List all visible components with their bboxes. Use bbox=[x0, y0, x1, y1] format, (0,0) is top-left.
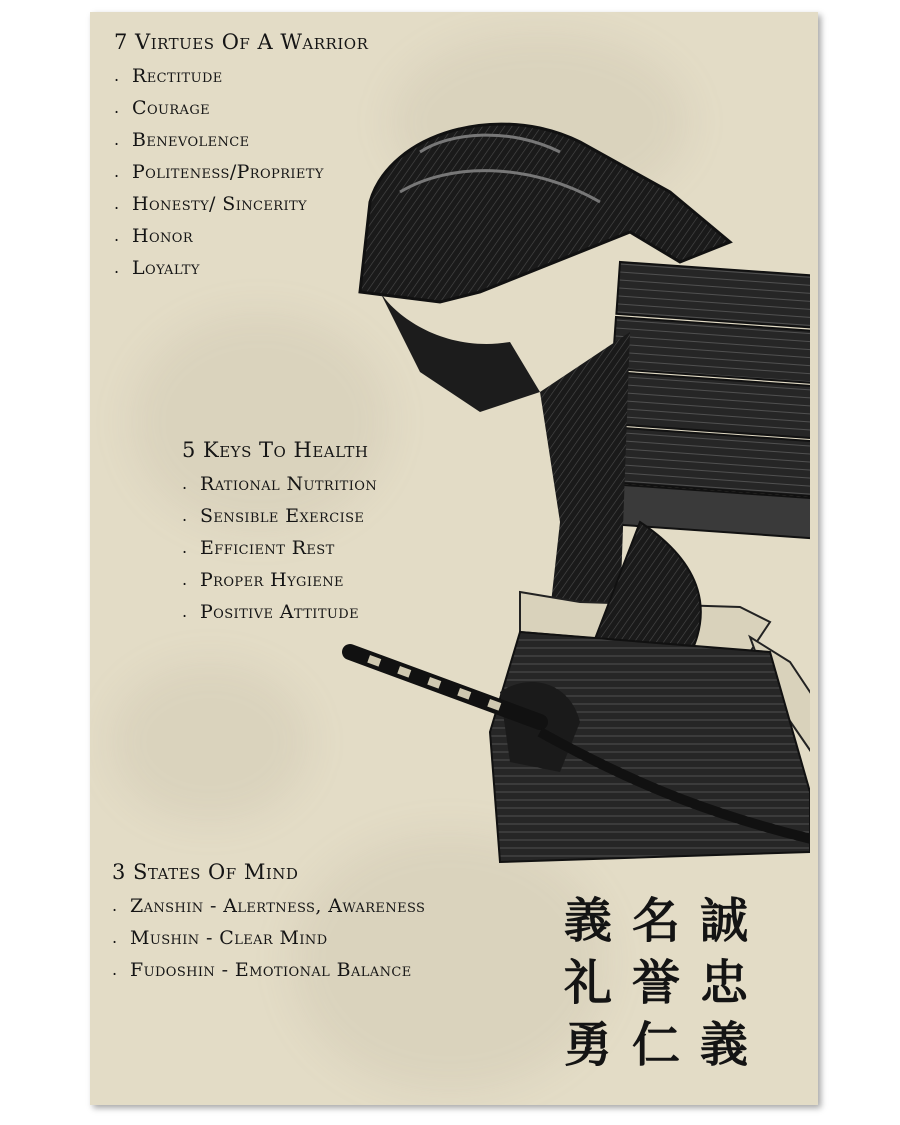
kanji-columns bbox=[564, 892, 748, 1074]
list-item: . Honor bbox=[114, 225, 194, 247]
virtues-heading: 7 Virtues Of A Warrior bbox=[114, 30, 369, 54]
mind-heading: 3 States Of Mind bbox=[112, 860, 299, 884]
kanji-char: 仁 bbox=[631, 1017, 680, 1073]
kanji-char: 勇 bbox=[563, 1017, 612, 1073]
kanji-char: 義 bbox=[699, 1017, 748, 1073]
kanji-char: 誉 bbox=[631, 955, 680, 1011]
list-item: . Efficient Rest bbox=[182, 537, 335, 559]
kanji-column bbox=[632, 892, 680, 1074]
kanji-char: 誠 bbox=[699, 893, 748, 949]
list-item: . Loyalty bbox=[114, 257, 200, 279]
list-item: . Fudoshin - Emotional Balance bbox=[112, 959, 412, 981]
kanji-column bbox=[700, 892, 748, 1074]
list-item: . Courage bbox=[114, 97, 211, 119]
list-item: . Honesty/ Sincerity bbox=[114, 193, 308, 215]
mind-section bbox=[112, 860, 425, 986]
kanji-char: 礼 bbox=[563, 955, 612, 1011]
list-item: . Positive Attitude bbox=[182, 601, 359, 623]
kanji-char: 忠 bbox=[699, 955, 748, 1011]
poster-canvas bbox=[90, 12, 818, 1105]
health-heading: 5 Keys To Health bbox=[182, 438, 369, 462]
kanji-char: 義 bbox=[563, 893, 612, 949]
list-item: . Rational Nutrition bbox=[182, 473, 378, 495]
health-section bbox=[182, 438, 377, 628]
list-item: . Proper Hygiene bbox=[182, 569, 344, 591]
list-item: . Zanshin - Alertness, Awareness bbox=[112, 895, 426, 917]
kanji-char: 名 bbox=[631, 893, 680, 949]
list-item: . Rectitude bbox=[114, 65, 223, 87]
list-item: . Politeness/Propriety bbox=[114, 161, 324, 183]
virtues-section bbox=[114, 30, 368, 284]
list-item: . Mushin - Clear Mind bbox=[112, 927, 328, 949]
kanji-column bbox=[564, 892, 612, 1074]
list-item: . Benevolence bbox=[114, 129, 250, 151]
list-item: . Sensible Exercise bbox=[182, 505, 365, 527]
